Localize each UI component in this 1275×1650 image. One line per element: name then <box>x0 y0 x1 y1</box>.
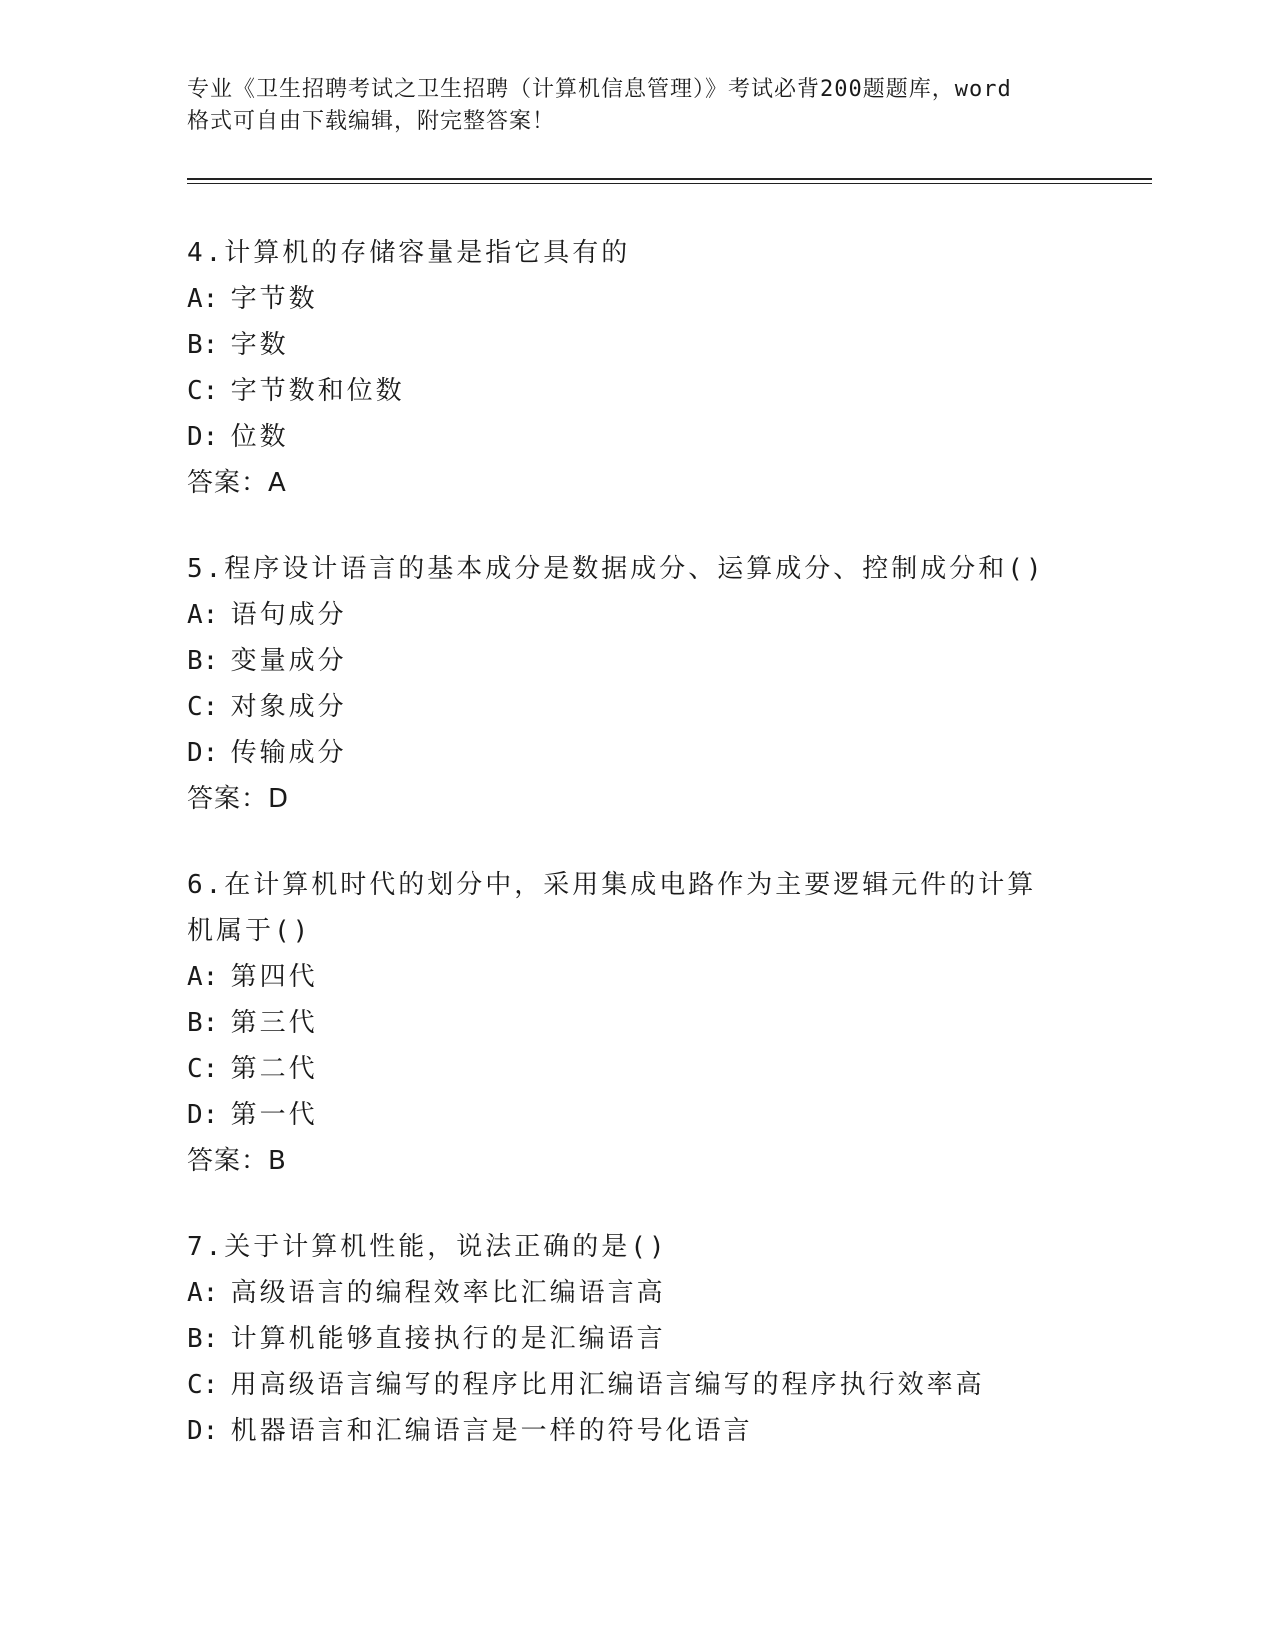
option-a <box>187 1270 1127 1316</box>
option-letter: C <box>187 376 203 406</box>
question-stem: 7.关于计算机性能，说法正确的是() <box>187 1232 668 1262</box>
option-c <box>187 684 1127 730</box>
question-stem: 6.在计算机时代的划分中，采用集成电路作为主要逻辑元件的计算机属于() <box>187 870 1037 946</box>
option-letter: D <box>187 422 203 452</box>
option-separator: : <box>202 1416 219 1446</box>
question-block <box>187 862 1047 1184</box>
option-c <box>187 1362 1127 1408</box>
option-separator: : <box>202 1100 219 1130</box>
option-b <box>187 638 1127 684</box>
header-line-1: 专业《卫生招聘考试之卫生招聘（计算机信息管理）》考试必背200题题库，word <box>187 77 1012 102</box>
option-text: 对象成分 <box>230 692 347 722</box>
option-letter: C <box>187 1370 203 1400</box>
answer-line: 答案：A <box>187 468 287 498</box>
option-text: 机器语言和汇编语言是一样的符号化语言 <box>230 1416 753 1446</box>
option-separator: : <box>202 1370 219 1400</box>
option-b <box>187 322 1127 368</box>
option-letter: D <box>187 1100 203 1130</box>
option-text: 传输成分 <box>230 738 347 768</box>
question-stem: 5.程序设计语言的基本成分是数据成分、运算成分、控制成分和() <box>187 554 1045 584</box>
option-b <box>187 1000 1047 1046</box>
header-line-2: 格式可自由下载编辑，附完整答案！ <box>187 109 556 134</box>
option-letter: C <box>187 692 203 722</box>
option-letter: A <box>187 600 203 630</box>
option-letter: A <box>187 1278 203 1308</box>
option-text: 字数 <box>230 330 289 360</box>
option-separator: : <box>202 692 219 722</box>
option-b <box>187 1316 1127 1362</box>
option-separator: : <box>202 422 219 452</box>
option-d <box>187 1408 1127 1454</box>
option-text: 变量成分 <box>230 646 347 676</box>
question-block <box>187 1224 1127 1454</box>
option-text: 语句成分 <box>230 600 347 630</box>
option-letter: B <box>187 1008 203 1038</box>
option-letter: A <box>187 962 203 992</box>
option-separator: : <box>202 962 219 992</box>
option-separator: : <box>202 1008 219 1038</box>
header-divider-thick <box>187 178 1152 180</box>
option-letter: B <box>187 646 203 676</box>
option-a <box>187 276 1127 322</box>
option-separator: : <box>202 1278 219 1308</box>
option-letter: C <box>187 1054 203 1084</box>
option-letter: B <box>187 1324 203 1354</box>
option-c <box>187 1046 1047 1092</box>
option-separator: : <box>202 376 219 406</box>
header-divider-thin <box>187 183 1152 184</box>
option-text: 第三代 <box>230 1008 318 1038</box>
option-letter: D <box>187 738 203 768</box>
option-text: 字节数 <box>230 284 318 314</box>
question-block <box>187 230 1127 506</box>
option-d <box>187 1092 1047 1138</box>
option-d <box>187 730 1127 776</box>
option-text: 第四代 <box>230 962 318 992</box>
answer-line: 答案：D <box>187 784 290 814</box>
document-header <box>187 74 1107 138</box>
option-d <box>187 414 1127 460</box>
option-text: 第二代 <box>230 1054 318 1084</box>
option-text: 用高级语言编写的程序比用汇编语言编写的程序执行效率高 <box>230 1370 985 1400</box>
option-c <box>187 368 1127 414</box>
option-text: 计算机能够直接执行的是汇编语言 <box>230 1324 666 1354</box>
option-separator: : <box>202 1054 219 1084</box>
option-separator: : <box>202 738 219 768</box>
question-block <box>187 546 1127 822</box>
option-letter: B <box>187 330 203 360</box>
option-a <box>187 954 1047 1000</box>
option-letter: A <box>187 284 203 314</box>
option-separator: : <box>202 646 219 676</box>
question-stem: 4.计算机的存储容量是指它具有的 <box>187 238 631 268</box>
option-text: 字节数和位数 <box>230 376 405 406</box>
option-text: 位数 <box>230 422 289 452</box>
option-text: 第一代 <box>230 1100 318 1130</box>
option-separator: : <box>202 1324 219 1354</box>
option-text: 高级语言的编程效率比汇编语言高 <box>230 1278 666 1308</box>
option-a <box>187 592 1127 638</box>
option-separator: : <box>202 330 219 360</box>
option-separator: : <box>202 284 219 314</box>
option-letter: D <box>187 1416 203 1446</box>
answer-line: 答案：B <box>187 1146 287 1176</box>
option-separator: : <box>202 600 219 630</box>
